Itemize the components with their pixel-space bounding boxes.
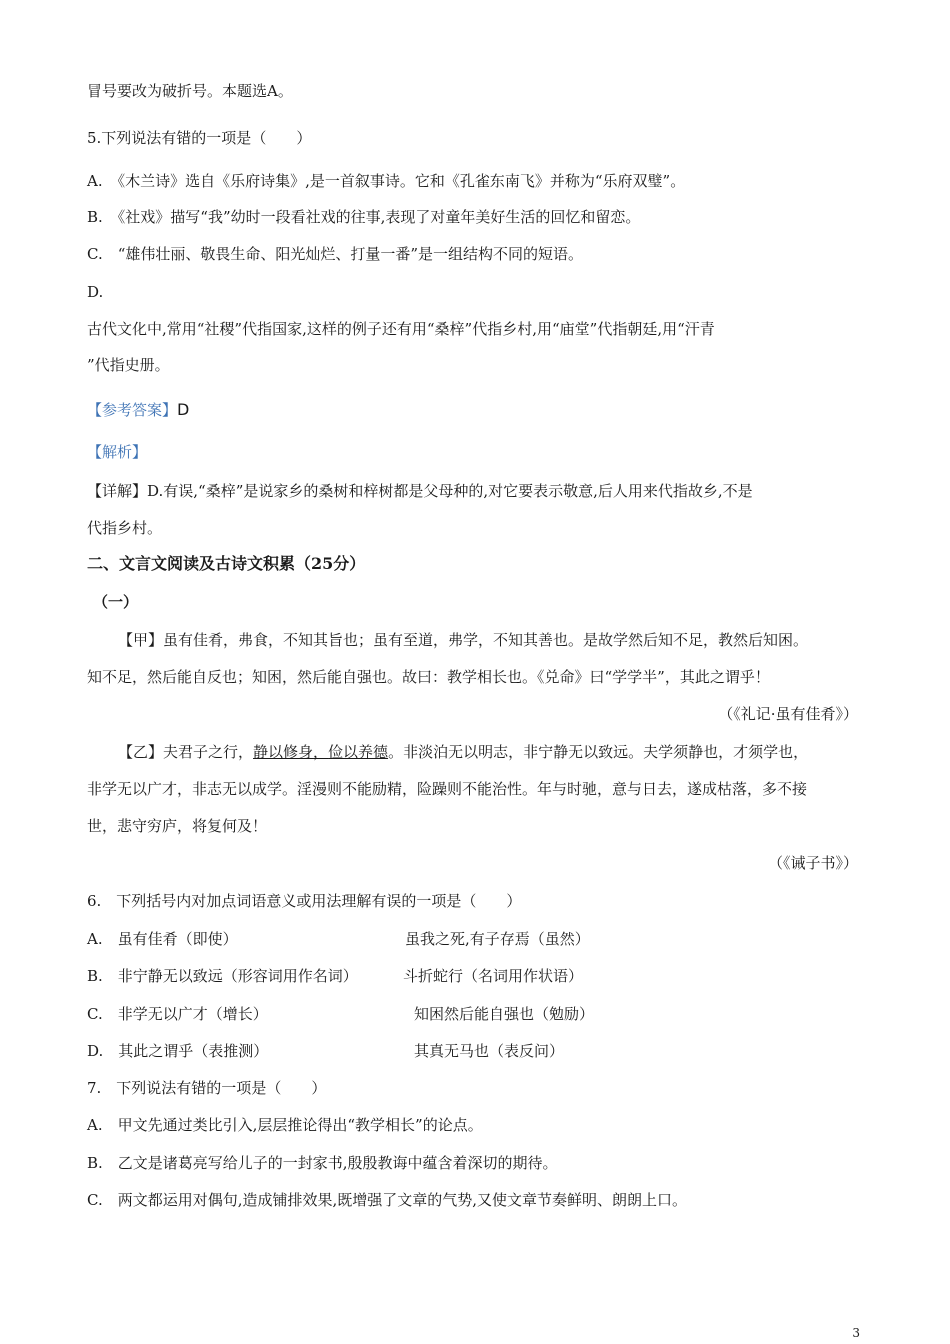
- q7-option-a: A. 甲文先通过类比引入,层层推论得出“教学相长”的论点。: [87, 1116, 483, 1134]
- q5-stem: 5.下列说法有错的一项是（ ）: [87, 129, 312, 147]
- detail-line1: 【详解】D.有误,“桑梓”是说家乡的桑树和梓树都是父母种的,对它要表示敬意,后人用来代指故乡,不是: [87, 482, 753, 500]
- q6-c-right: 知困然后能自强也（勉励）: [414, 1005, 595, 1023]
- q5-option-b: B. 《社戏》描写“我”幼时一段看社戏的往事,表现了对童年美好生活的回忆和留恋。: [87, 208, 641, 226]
- yi-underline-2: 俭以养德: [328, 743, 389, 761]
- q6-stem: 6. 下列括号内对加点词语意义或用法理解有误的一项是（ ）: [87, 892, 522, 910]
- yi-pre: 【乙】夫君子之行，: [118, 743, 254, 761]
- q5-option-c: C. “雄伟壮丽、敬畏生命、阳光灿烂、打量一番”是一组结构不同的短语。: [87, 245, 584, 263]
- answer-line: [87, 399, 858, 421]
- jia-line1: 【甲】虽有佳肴，弗食，不知其旨也；虽有至道，弗学，不知其善也。是故学然后知不足，教然后知困。: [118, 631, 809, 649]
- yi-line3: 世，悲守穷庐，将复何及！: [87, 817, 268, 835]
- q6-a-left: A. 虽有佳肴（即使）: [87, 930, 238, 948]
- q4-tail: 冒号要改为破折号。本题选A。: [87, 82, 293, 100]
- yi-underline-1: 静以修身: [253, 743, 314, 761]
- q7-stem: 7. 下列说法有错的一项是（ ）: [87, 1079, 327, 1097]
- detail-line2: 代指乡村。: [87, 519, 163, 537]
- jia-source: （《礼记·虽有佳肴》）: [718, 705, 858, 723]
- answer-value: D: [177, 400, 190, 419]
- q7-option-b: B. 乙文是诸葛亮写给儿子的一封家书,殷殷教诲中蕴含着深切的期待。: [87, 1154, 558, 1172]
- q6-d-left: D. 其此之谓乎（表推测）: [87, 1042, 269, 1060]
- q5-option-d-label: D.: [87, 283, 104, 301]
- section-heading: 二、文言文阅读及古诗文积累（25分）: [87, 554, 366, 573]
- yi-line1: [118, 741, 858, 763]
- yi-comma: ，: [313, 743, 329, 761]
- yi-post: 。非淡泊无以明志，非宁静无以致远。夫学须静也，才须学也，: [388, 743, 809, 761]
- jia-line2: 知不足，然后能自反也；知困，然后能自强也。故曰：教学相长也。《兑命》曰“学学半”，其此之谓乎！: [87, 668, 770, 686]
- q5-option-a: A. 《木兰诗》选自《乐府诗集》,是一首叙事诗。它和《孔雀东南飞》并称为“乐府双璧”。: [87, 172, 686, 190]
- q6-row-b: [87, 965, 858, 987]
- answer-label: 【参考答案】: [87, 401, 178, 419]
- analysis-label: 【解析】: [87, 443, 148, 461]
- q6-row-c: [87, 1003, 858, 1025]
- yi-source: （《诫子书》）: [767, 854, 858, 872]
- yi-line2: 非学无以广才，非志无以成学。淫漫则不能励精，险躁则不能治性。年与时驰，意与日去，遂成枯落，多不接: [87, 780, 808, 798]
- q6-d-right: 其真无马也（表反问）: [414, 1042, 565, 1060]
- section-sub: （一）: [93, 593, 139, 611]
- q6-b-left: B. 非宁静无以致远（形容词用作名词）: [87, 967, 358, 985]
- q6-row-a: [87, 928, 858, 950]
- q5-option-d-line1: 古代文化中,常用“社稷”代指国家,这样的例子还有用“桑梓”代指乡村,用“庙堂”代指朝廷,用“汗青: [87, 320, 715, 338]
- page-number: 3: [852, 1326, 860, 1340]
- q6-b-right: 斗折蛇行（名词用作状语）: [403, 967, 584, 985]
- q6-row-d: [87, 1040, 858, 1062]
- q7-option-c: C. 两文都运用对偶句,造成铺排效果,既增强了文章的气势,又使文章节奏鲜明、朗朗上口。: [87, 1191, 688, 1209]
- q6-c-left: C. 非学无以广才（增长）: [87, 1005, 268, 1023]
- q5-option-d-line2: ”代指史册。: [87, 356, 170, 374]
- q6-a-right: 虽我之死,有子存焉（虽然）: [405, 930, 590, 948]
